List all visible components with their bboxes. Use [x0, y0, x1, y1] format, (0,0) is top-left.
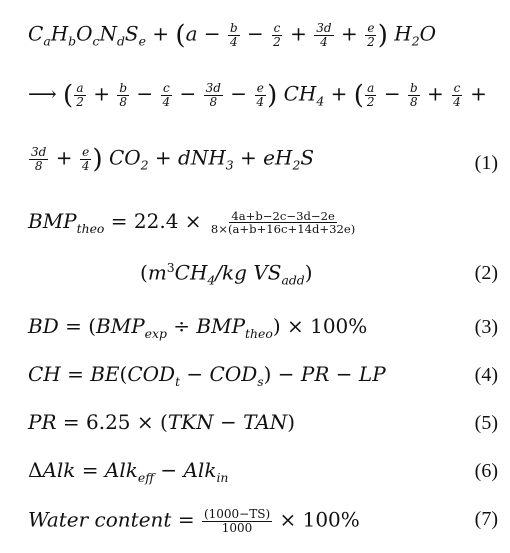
equation-6: ΔAlk = Alk$_{eff}$ − Alk$_{in}$ — [28, 458, 229, 485]
equation-number-4: (4) — [474, 364, 498, 386]
equation-number-2: (2) — [474, 262, 498, 284]
equation-number-6: (6) — [474, 460, 498, 482]
water-fraction — [202, 508, 272, 534]
equation-3: BD = $(BMP_{exp} \div BMP_{theo}) \times 100\%$ — [28, 314, 368, 341]
equation-number-3: (3) — [474, 316, 498, 338]
frac-c-2: $\frac{c}{2}$ — [273, 21, 281, 49]
water-denominator: 1000 — [221, 520, 253, 535]
frac-3d-4: $\frac{3d}{4}$ — [316, 21, 332, 49]
equation-1-line-2: ⟶ ( $\frac{a}{2}$ + $\frac{b}{8}$ − $\frac{c}{4}$ − $\frac{3d}{8}$ − $\frac{e}{4}$ ) $CH_4$ + ( $\frac{a}{2}$ − $\frac{b}{8}$ + $\frac{c}{4}$ + — [28, 80, 487, 111]
bmp-fraction — [209, 210, 357, 235]
equation-7: Water content = $\frac{(1000-TS)}{1000}$ × 100% — [28, 507, 360, 535]
frac-b-4: $\frac{b}{4}$ — [229, 21, 238, 49]
bmp-numerator: 4a+b−2c−3d−2e — [231, 209, 335, 223]
equation-1-line-3: $\frac{3d}{8}$ + $\frac{e}{4}$ ) $CO_2 + dNH_3 + eH_2S$ — [31, 144, 315, 175]
bmp-constant: 22.4 — [133, 209, 179, 234]
frac-e-2: $\frac{e}{2}$ — [367, 21, 375, 49]
equation-5: PR = 6.25 × (TKN − TAN) — [28, 410, 296, 434]
equation-number-1: (1) — [474, 152, 498, 174]
equation-2-line-2: ($m^3CH_4/kg$ $VS_{add}$) — [140, 260, 313, 288]
bmp-denominator: 8×(a+b+16c+14d+32e) — [210, 222, 356, 237]
equation-4: CH = $BE(COD_t - COD_s)$ − PR − LP — [28, 362, 386, 389]
equation-number-5: (5) — [474, 412, 498, 434]
equation-number-7: (7) — [474, 508, 498, 530]
equation-2-line-1: $BMP_{theo} = 22.4$ × $\frac{4a+b-2c-3d-2e}{8\times(a+b+16c+14d+32e)}$ — [28, 209, 356, 237]
water-numerator: (1000−TS) — [203, 507, 271, 521]
equation-1-line-1: $C_aH_bO_cN_dS_e + (a$ − $\frac{b}{4}$ − $\frac{c}{2}$ + $\frac{3d}{4}$ + $\frac{e}{2}$ ) $H_2O$ — [28, 20, 436, 51]
